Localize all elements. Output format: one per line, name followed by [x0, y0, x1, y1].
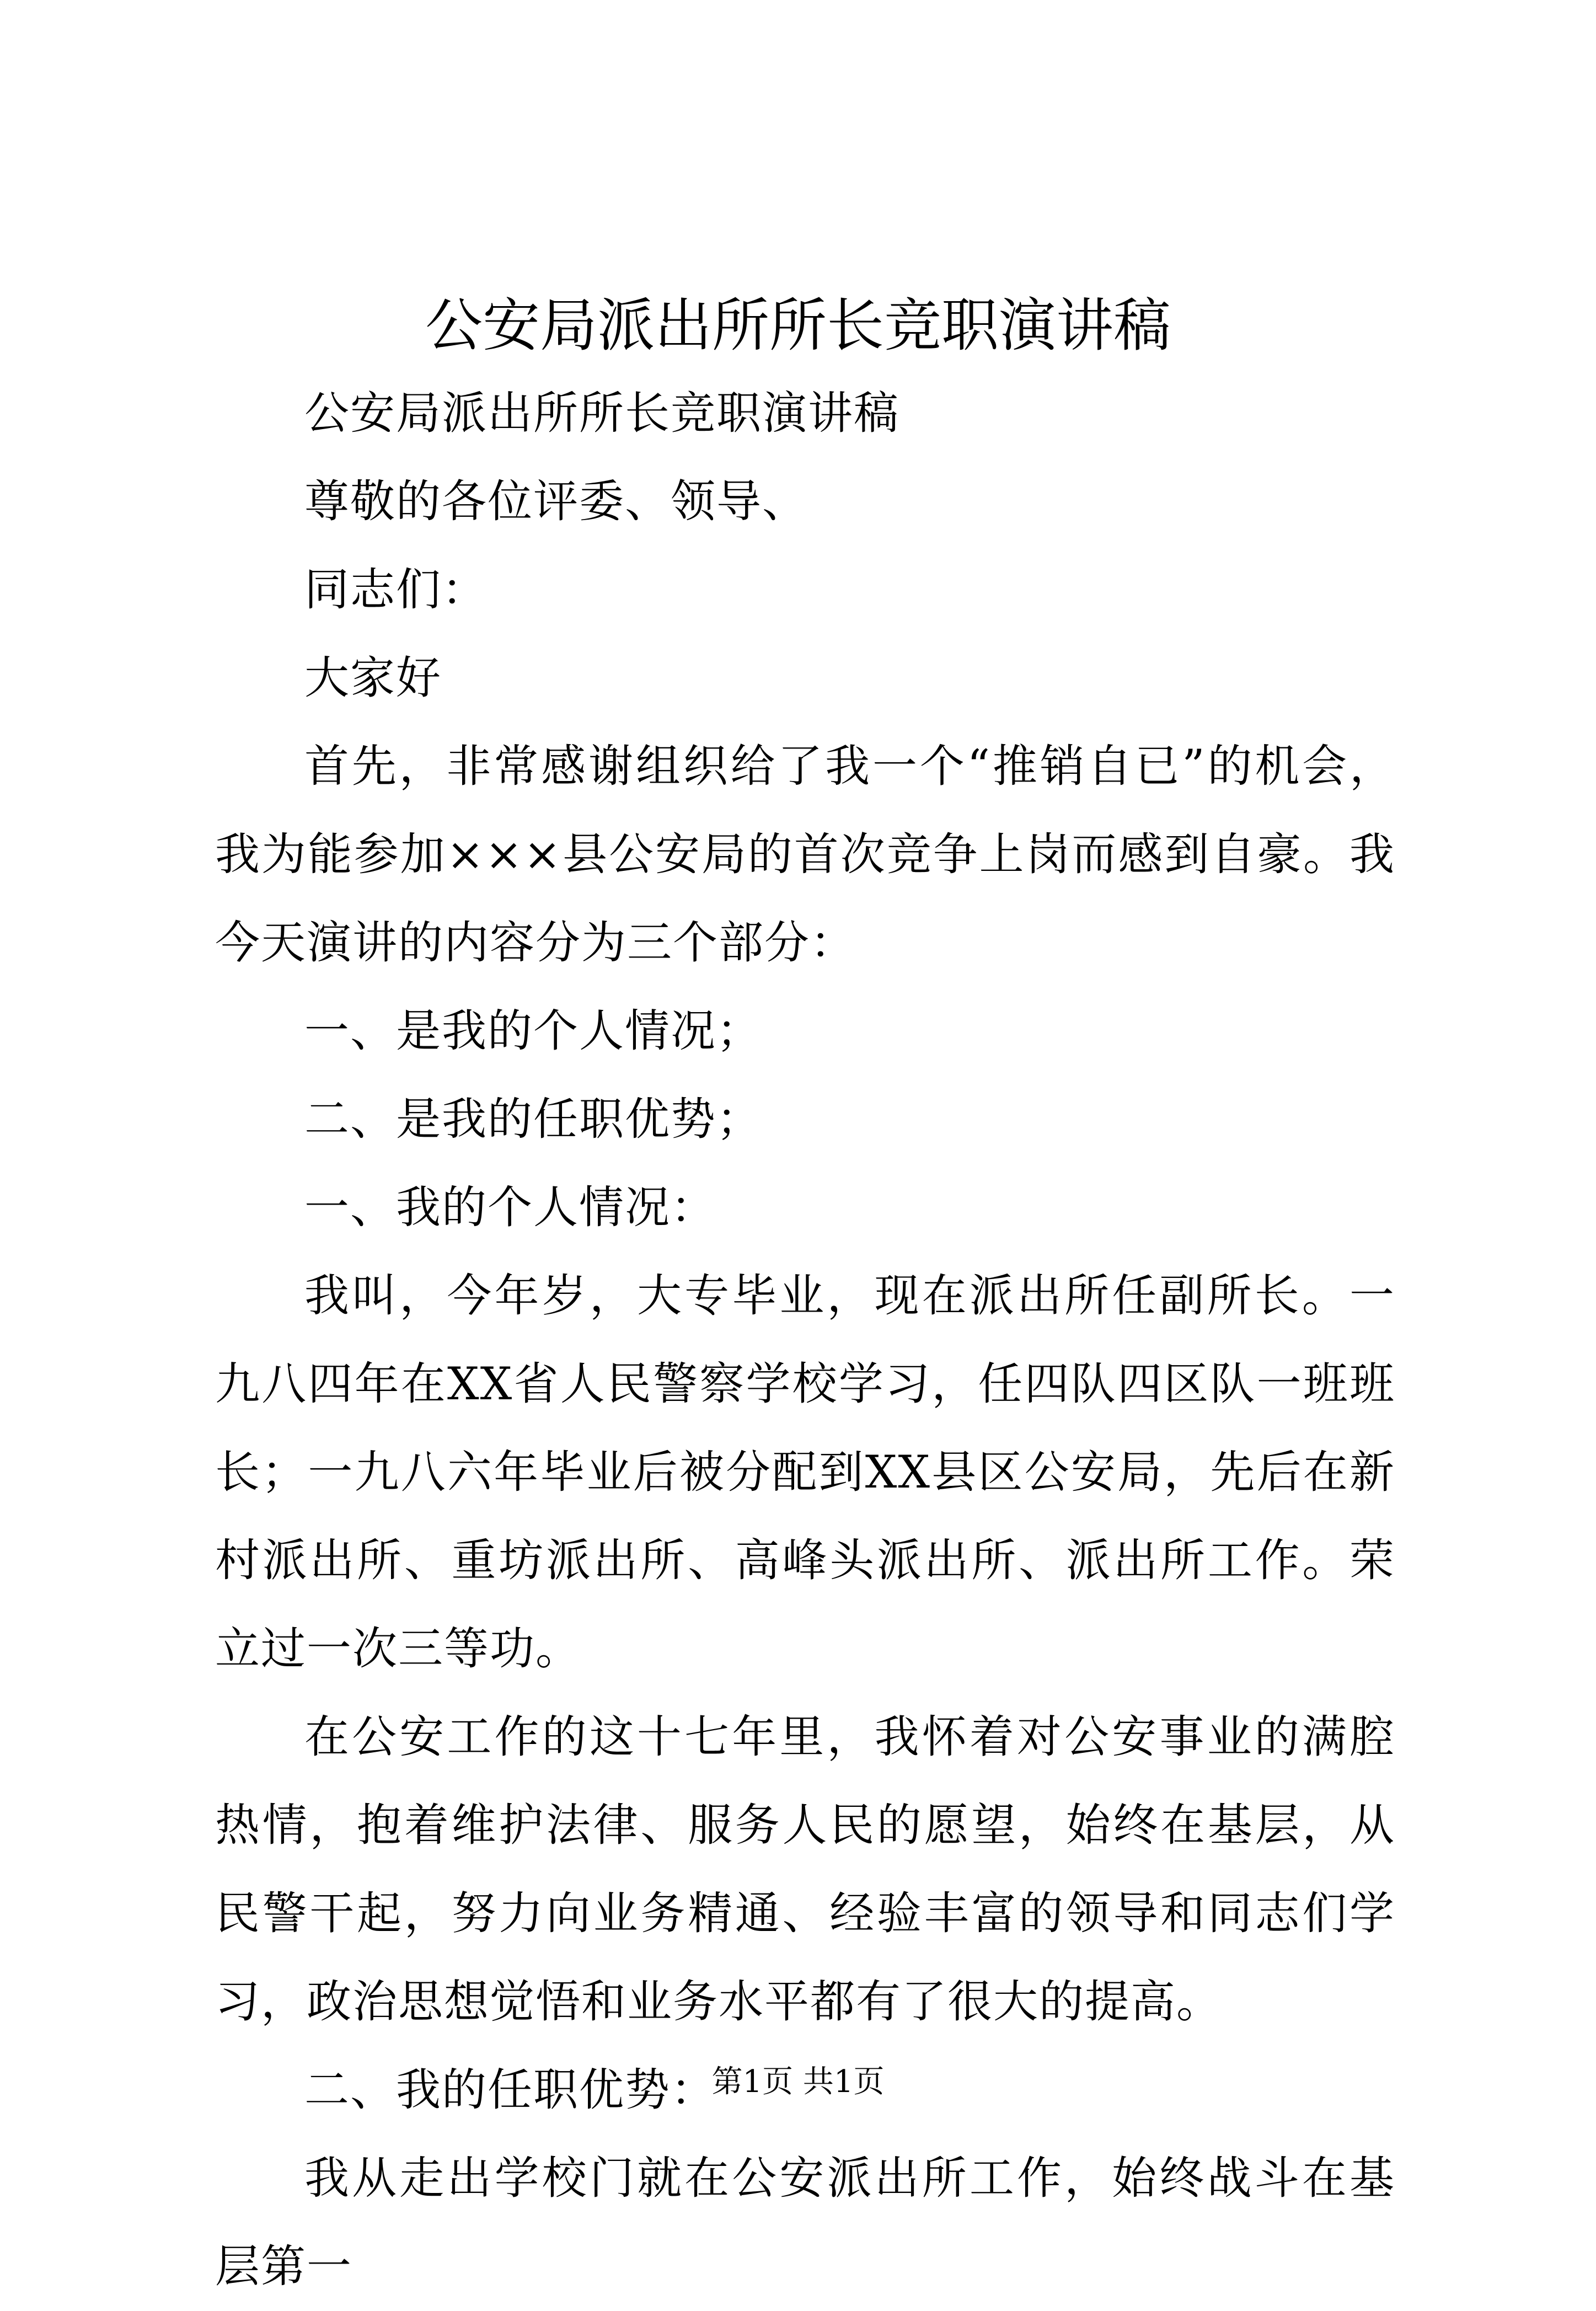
paragraph-heading: 公安局派出所所长竞职演讲稿	[304, 388, 900, 440]
document-body	[215, 370, 1395, 2311]
paragraph-experience: 在公安工作的这十七年里，我怀着对公安事业的满腔热情，抱着维护法律、服务人民的愿望，始终在基层，从民警干起，努力向业务精通、经验丰富的领导和同志们学习，政治思想觉悟和业务水平都有了很大的提高。	[215, 1711, 1395, 2028]
paragraph-outline-2: 二、是我的任职优势；	[304, 1094, 763, 1146]
paragraph-advantages: 我从走出学校门就在公安派出所工作，始终战斗在基层第一	[215, 2153, 1395, 2293]
paragraph-salutation-cont: 同志们：	[304, 564, 488, 616]
paragraph-salutation: 尊敬的各位评委、领导、	[304, 476, 808, 528]
document-title: 公安局派出所所长竞职演讲稿	[425, 292, 1171, 359]
paragraph-intro: 首先，非常感谢组织给了我一个“推销自已”的机会，我为能参加×××县公安局的首次竞争上岗而感到自豪。我今天演讲的内容分为三个部分：	[215, 741, 1395, 969]
paragraph-personal: 我叫，今年岁，大专毕业，现在派出所任副所长。一九八四年在XX省人民警察学校学习，任四队四区队一班班长；一九八六年毕业后被分配到XX县区公安局，先后在新村派出所、重坊派出所、高峰头派出所、派出所工作。荣立过一次三等功。	[215, 1270, 1395, 1675]
section-heading-1: 一、我的个人情况：	[304, 1182, 717, 1234]
page-footer: 第1页 共1页	[711, 2064, 885, 2100]
section-heading-2: 二、我的任职优势：	[304, 2064, 717, 2116]
paragraph-greeting: 大家好	[304, 652, 442, 704]
paragraph-outline-1: 一、是我的个人情况；	[304, 1005, 763, 1057]
